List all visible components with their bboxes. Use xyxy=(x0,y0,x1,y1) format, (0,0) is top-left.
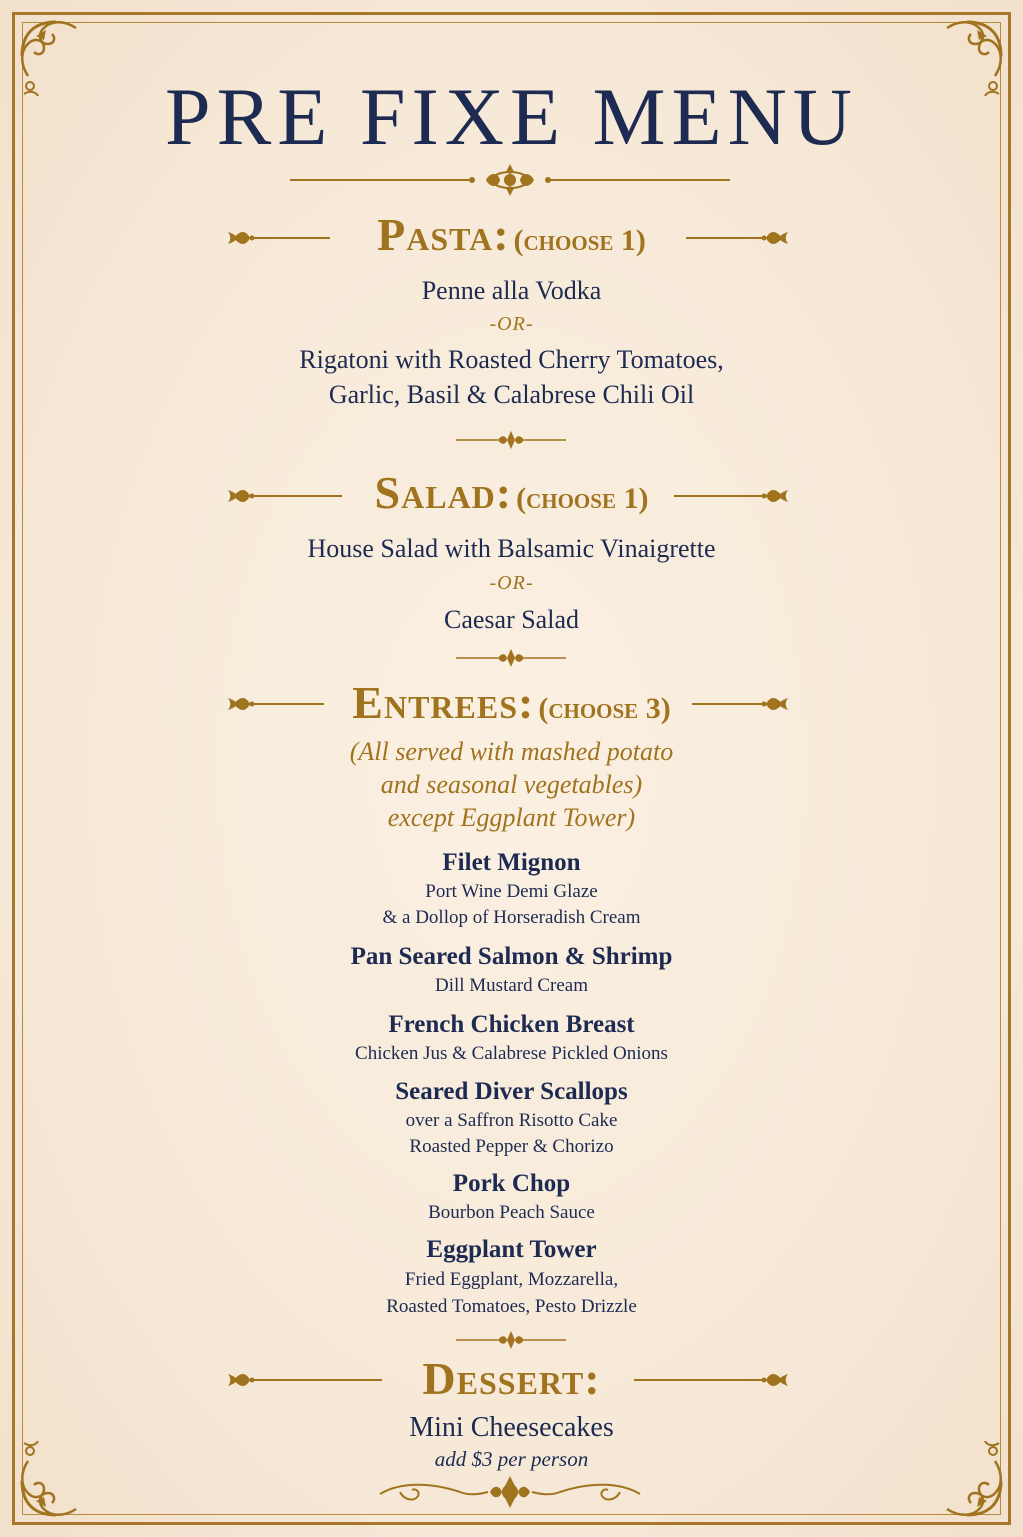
salad-choose-label: (choose 1) xyxy=(516,482,649,515)
entree-name: Pan Seared Salmon & Shrimp xyxy=(350,943,673,970)
pasta-option-1: Penne alla Vodka xyxy=(421,276,602,305)
salad-heading-label: Salad: xyxy=(374,467,513,518)
entree-name: Eggplant Tower xyxy=(426,1236,597,1263)
entrees-note-line-1: (All served with mashed potato xyxy=(349,737,674,766)
bottom-flourish-icon xyxy=(370,1472,650,1512)
entrees-note-line-3: except Eggplant Tower) xyxy=(387,803,636,832)
entree-description: & a Dollop of Horseradish Cream xyxy=(382,907,641,928)
title-divider-icon xyxy=(290,160,730,200)
pasta-choose-label: (choose 1) xyxy=(513,224,646,257)
pasta-option-2-line-1: Rigatoni with Roasted Cherry Tomatoes, xyxy=(299,345,724,374)
pasta-or-separator: -OR- xyxy=(489,313,534,335)
entree-description: Roasted Tomatoes, Pesto Drizzle xyxy=(386,1296,637,1317)
entree-name: Filet Mignon xyxy=(442,849,581,876)
dessert-heading xyxy=(0,1353,1023,1404)
entree-name: Pork Chop xyxy=(452,1170,571,1197)
section-divider-icon xyxy=(456,428,566,452)
section-divider-icon xyxy=(456,1328,566,1352)
entrees-choose-label: (choose 3) xyxy=(538,692,671,725)
pasta-heading xyxy=(0,209,1023,260)
pasta-heading-label: Pasta: xyxy=(377,209,510,260)
salad-option-2: Caesar Salad xyxy=(443,605,579,634)
dessert-item: Mini Cheesecakes xyxy=(409,1412,614,1443)
entrees-note-line-2: and seasonal vegetables) xyxy=(380,770,643,799)
entree-description: Roasted Pepper & Chorizo xyxy=(409,1136,614,1157)
entree-name: Seared Diver Scallops xyxy=(395,1078,628,1105)
entrees-heading-label: Entrees: xyxy=(352,677,535,728)
entree-description: Dill Mustard Cream xyxy=(434,975,589,996)
entree-description: over a Saffron Risotto Cake xyxy=(405,1110,618,1131)
pasta-option-2-line-2: Garlic, Basil & Calabrese Chili Oil xyxy=(328,380,695,409)
salad-heading xyxy=(0,467,1023,518)
entrees-heading xyxy=(0,677,1023,728)
page-title: PRE FIXE MENU xyxy=(164,71,859,162)
entree-description: Port Wine Demi Glaze xyxy=(425,881,598,902)
entree-description: Chicken Jus & Calabrese Pickled Onions xyxy=(355,1043,668,1064)
dessert-price-note: add $3 per person xyxy=(434,1447,589,1471)
entree-description: Bourbon Peach Sauce xyxy=(428,1202,595,1223)
dessert-heading-label: Dessert: xyxy=(422,1353,601,1404)
entree-description: Fried Eggplant, Mozzarella, xyxy=(404,1269,619,1290)
entree-name: French Chicken Breast xyxy=(388,1011,635,1038)
salad-or-separator: -OR- xyxy=(489,572,534,594)
section-divider-icon xyxy=(456,646,566,670)
salad-option-1: House Salad with Balsamic Vinaigrette xyxy=(307,534,716,563)
